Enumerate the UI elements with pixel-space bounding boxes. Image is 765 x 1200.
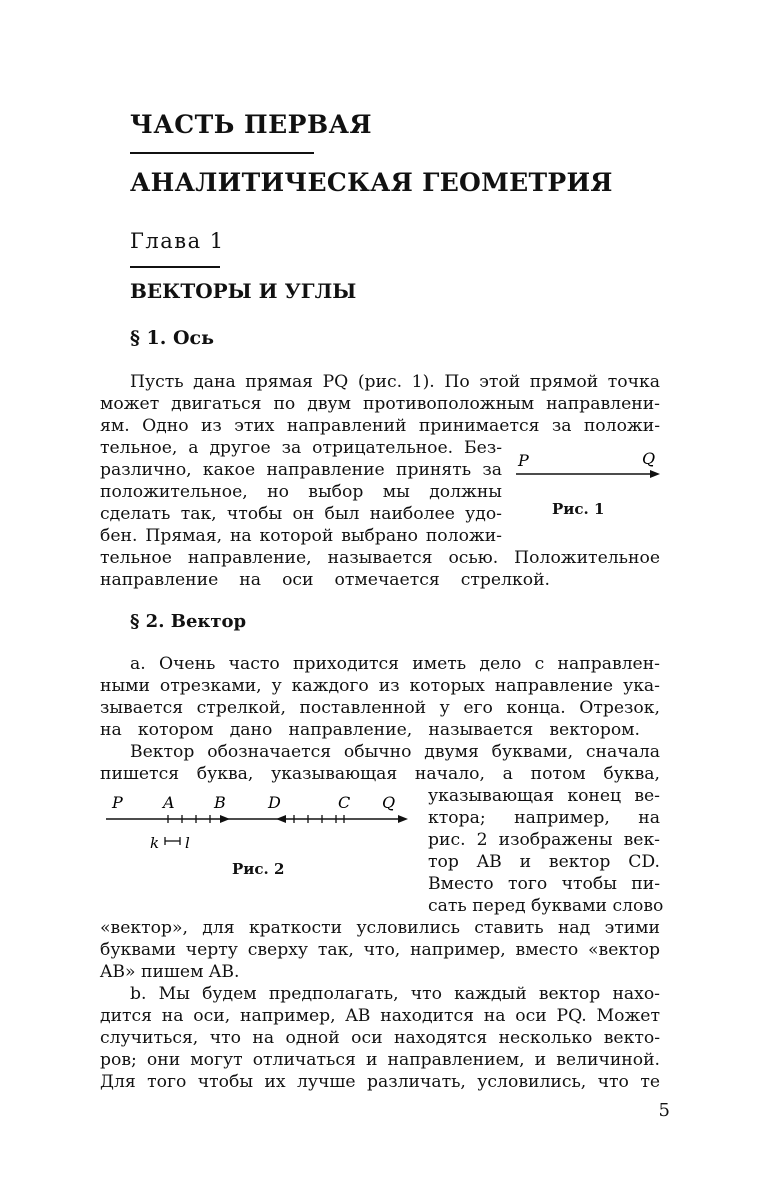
s1-line: тельное направление, называется осью. Положительное [100, 548, 660, 568]
s2-line: AB» пишем AB. [100, 962, 240, 982]
figure-1-caption: Рис. 1 [552, 500, 605, 518]
s1-line: направление на оси отмечается стрелкой. [100, 570, 550, 590]
section1-heading: § 1. Ось [130, 327, 215, 349]
s2-line: Вместо того чтобы пи- [428, 874, 660, 894]
figure-1-axis [510, 448, 670, 490]
s1-line: Пусть дана прямая PQ (рис. 1). По этой прямой точка [130, 372, 660, 392]
book-title: АНАЛИТИЧЕСКАЯ ГЕОМЕТРИЯ [130, 168, 613, 197]
s1-line: бен. Прямая, на которой выбрано положи- [100, 526, 502, 546]
fig2-vector-ab-arrowhead [220, 815, 230, 823]
fig1-arrowhead [650, 470, 660, 478]
s2-line: «вектор», для краткости условились ставить над этими [100, 918, 660, 938]
s2-line: зывается стрелкой, поставленной у его конца. Отрезок, [100, 698, 660, 718]
s2-line: ными отрезками, у каждого из которых направление ука- [100, 676, 660, 696]
page-number: 5 [658, 1100, 670, 1121]
s2-line: Для того чтобы их лучше различать, условились, что те [100, 1072, 660, 1092]
fig2-unit-segment [165, 837, 180, 845]
fig2-label-q: Q [382, 793, 396, 812]
s1-line: сделать так, чтобы он был наиболее удо- [100, 504, 502, 524]
fig2-label-p: P [112, 793, 123, 812]
s2-line: буквами черту сверху так, что, например, вместо «вектор [100, 940, 660, 960]
s2-line: Вектор обозначается обычно двумя буквами, сначала [130, 742, 660, 762]
s1-line: положительное, но выбор мы должны [100, 482, 502, 502]
fig2-label-k: k [150, 834, 160, 852]
s2-line: пишется буква, указывающая начало, а потом буква, [100, 764, 660, 784]
s2-line: а. Очень часто приходится иметь дело с направлен- [130, 654, 660, 674]
s2-line: ров; они могут отличаться и направлением, и величиной. [100, 1050, 660, 1070]
s1-line: ям. Одно из этих направлений принимается за положи- [100, 416, 660, 436]
s2-line: случиться, что на одной оси находятся несколько векто- [100, 1028, 660, 1048]
fig2-label-c: C [338, 793, 351, 812]
fig2-label-a: A [163, 793, 175, 812]
s1-line: различно, какое направление принять за [100, 460, 502, 480]
fig2-label-d: D [268, 793, 281, 812]
fig2-axis-arrowhead [398, 815, 408, 823]
fig2-label-l: l [185, 834, 190, 852]
fig1-label-p: P [518, 451, 529, 470]
s2-line: на котором дано направление, называется вектором. [100, 720, 640, 740]
section2-heading: § 2. Вектор [130, 611, 247, 632]
fig2-label-b: B [214, 793, 226, 812]
fig2-vector-cd-arrowhead [276, 815, 286, 823]
s2-line: тор AB и вектор CD. [428, 852, 660, 872]
chapter-rule [130, 266, 220, 268]
chapter-label: Глава 1 [130, 229, 225, 253]
chapter-title: ВЕКТОРЫ И УГЛЫ [130, 279, 357, 303]
s2-line: рис. 2 изображены век- [428, 830, 660, 850]
s1-line: может двигаться по двум противоположным направлени- [100, 394, 660, 414]
part-rule [130, 152, 314, 154]
figure-2-caption: Рис. 2 [232, 860, 285, 878]
s2-line: сать перед буквами слово [428, 896, 664, 916]
fig1-label-q: Q [642, 449, 656, 468]
s2-line: указывающая конец ве- [428, 786, 660, 806]
s2-line: ктора; например, на [428, 808, 660, 828]
s2-line: b. Мы будем предполагать, что каждый вектор нахо- [130, 984, 660, 1004]
s1-line: тельное, а другое за отрицательное. Без- [100, 438, 502, 458]
figure-2-vectors [100, 790, 420, 858]
part-title: ЧАСТЬ ПЕРВАЯ [130, 110, 373, 139]
s2-line: дится на оси, например, AB находится на оси PQ. Может [100, 1006, 660, 1026]
